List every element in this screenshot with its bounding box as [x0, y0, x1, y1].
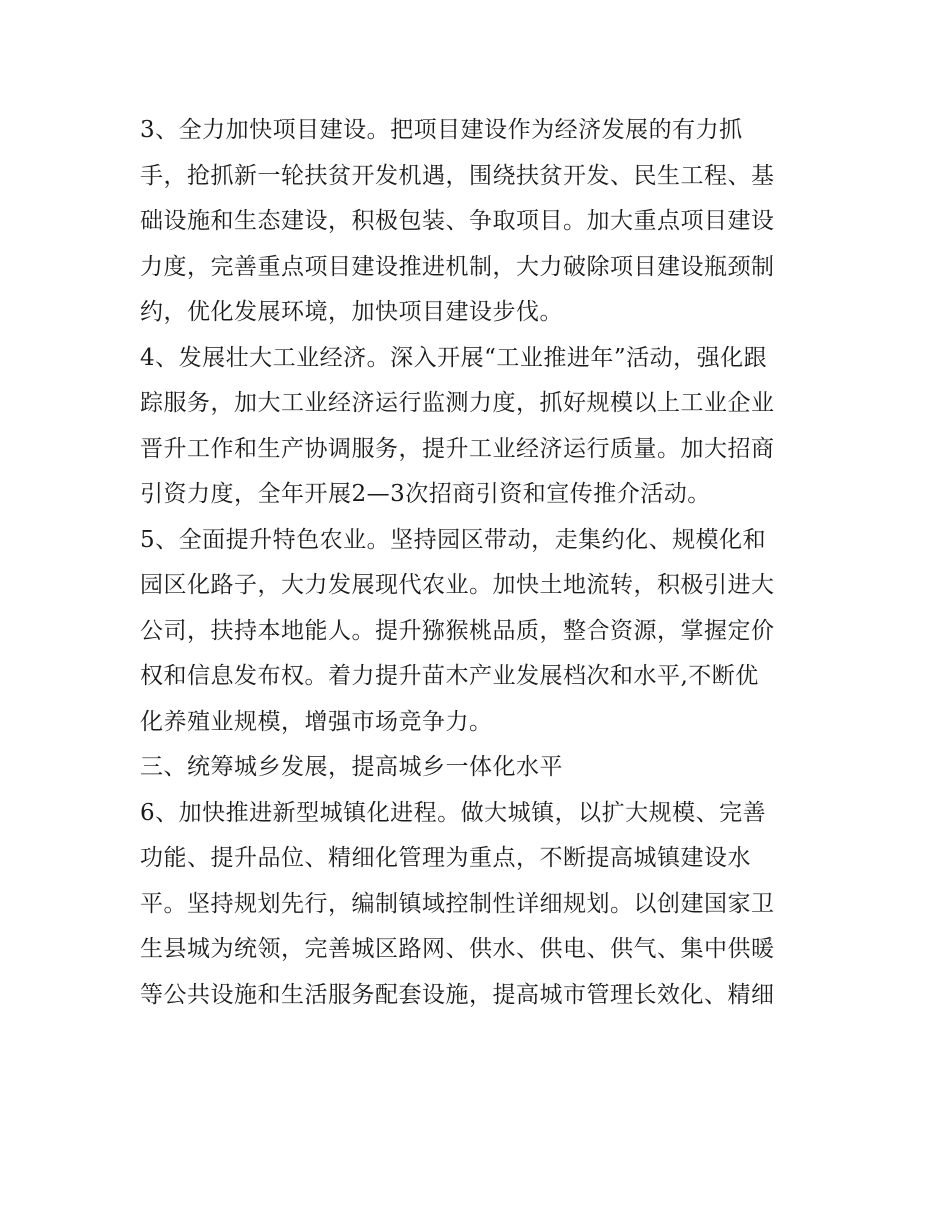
text-line: 等公共设施和生活服务配套设施，提高城市管理长效化、精细	[140, 981, 775, 1008]
text-line: 5、全面提升特色农业。坚持园区带动，走集约化、规模化和	[140, 526, 767, 553]
text-line: 6、加快推进新型城镇化进程。做大城镇，以扩大规模、完善	[140, 799, 767, 826]
text-line: 础设施和生态建设，积极包装、争取项目。加大重点项目建设	[140, 208, 775, 234]
text-line: 约，优化发展环境，加快项目建设步伐。	[140, 299, 563, 325]
text-line: 生县城为统领，完善城区路网、供水、供电、供气、集中供暖	[140, 936, 775, 962]
text-line: 权和信息发布权。着力提升苗木产业发展档次和水平,不断优	[140, 663, 759, 689]
text-line: 4、发展壮大工业经济。深入开展“工业推进年”活动，强化跟	[140, 344, 768, 371]
paragraph	[140, 518, 814, 746]
text-line: 平。坚持规划先行，编制镇域控制性详细规划。以创建国家卫	[140, 890, 775, 917]
text-line: 3、全力加快项目建设。把项目建设作为经济发展的有力抓	[140, 117, 743, 143]
paragraph	[140, 745, 814, 791]
text-line: 晋升工作和生产协调服务，提升工业经济运行质量。加大招商	[140, 435, 775, 462]
text-line: 功能、提升品位、精细化管理为重点，不断提高城镇建设水	[140, 845, 751, 871]
text-line: 化养殖业规模，增强市场竞争力。	[140, 708, 493, 735]
text-line: 踪服务，加大工业经济运行监测力度，抓好规模以上工业企业	[140, 390, 775, 416]
text-line: 三、统筹城乡发展，提高城乡一体化水平	[140, 754, 563, 780]
paragraph	[140, 791, 814, 1019]
text-line: 手，抢抓新一轮扶贫开发机遇，围绕扶贫开发、民生工程、基	[140, 162, 775, 189]
paragraph	[140, 108, 814, 336]
text-line: 力度，完善重点项目建设推进机制，大力破除项目建设瓶颈制	[140, 253, 775, 280]
text-line: 公司，扶持本地能人。提升猕猴桃品质，整合资源，掌握定价	[140, 617, 775, 644]
paragraph	[140, 336, 814, 518]
text-line: 引资力度，全年开展2—3次招商引资和宣传推介活动。	[140, 481, 711, 507]
text-line: 园区化路子，大力发展现代农业。加快土地流转，积极引进大	[140, 572, 775, 598]
document-body	[140, 108, 814, 1018]
